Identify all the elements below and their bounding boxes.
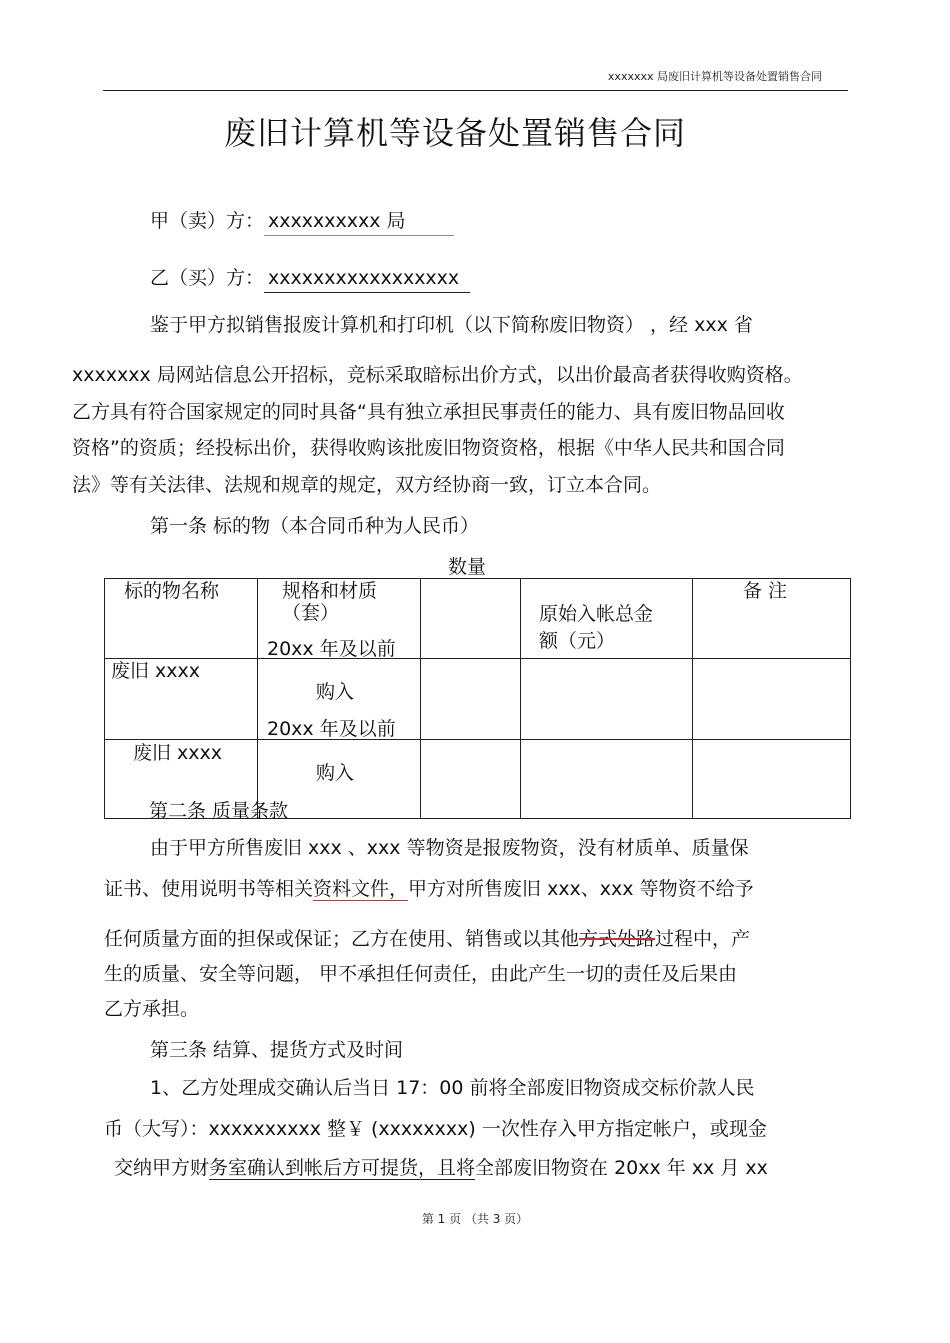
table-row: [105, 740, 851, 819]
preamble-line-2: xxxxxxx 局网站信息公开招标，竞标采取暗标出价方式，以出价最高者获得收购资格。: [72, 364, 803, 386]
table-cell: [421, 740, 521, 819]
table-cell: [693, 579, 851, 659]
table-cell: [521, 659, 693, 740]
buyer-label: 乙（买）方：: [150, 267, 265, 289]
article2-line-2-c: 甲方对所售废旧 xxx、xxx 等物资不给予: [408, 878, 754, 900]
article3-line-3: [114, 1154, 768, 1182]
table-cell: [105, 740, 289, 822]
article2-heading: 第二条 质量条款: [149, 800, 289, 822]
table-cell: [258, 579, 421, 659]
table-cell: [105, 579, 258, 659]
article2-line-2: [104, 875, 754, 903]
row1-purchase: 购入: [316, 681, 355, 703]
document-title: 废旧计算机等设备处置销售合同: [223, 114, 686, 152]
table-header-amount-line1: 原始入帐总金: [539, 603, 654, 625]
preamble-line-3: 乙方具有符合国家规定的同时具备“具有独立承担民事责任的能力、具有废旧物品回收: [72, 401, 785, 423]
running-header: xxxxxxx 局废旧计算机等设备处置销售合同: [607, 70, 822, 83]
article3-line-2: 币（大写）：xxxxxxxxxx 整￥ (xxxxxxxx) 一次性存入甲方指定帐户，或现金: [104, 1118, 767, 1140]
buyer-line: [150, 264, 470, 293]
seller-label: 甲（卖）方：: [150, 210, 265, 232]
preamble-line-1: 鉴于甲方拟销售报废计算机和打印机（以下简称废旧物资） ，经 xxx 省: [150, 314, 753, 336]
table-cell: [421, 579, 521, 659]
article1-heading: 第一条 标的物（本合同币种为人民币）: [150, 515, 480, 537]
table-cell: [521, 579, 693, 659]
table-header-name: 标的物名称: [124, 580, 220, 602]
article3-heading: 第三条 结算、提货方式及时间: [150, 1039, 404, 1061]
preamble-line-5: 法》等有关法律、法规和规章的规定，双方经协商一致，订立本合同。: [72, 474, 662, 496]
article2-line-3-a: 任何质量方面的担保或保证；乙方在使用、销售或以其他: [104, 928, 580, 950]
row2-purchase: 购入: [316, 762, 355, 784]
header-rule: [103, 90, 848, 91]
buyer-value: xxxxxxxxxxxxxxxxx: [264, 264, 470, 293]
row1-name: 废旧 xxxx: [111, 660, 201, 682]
article2-line-3-c: 过程中，产: [655, 928, 751, 950]
table-cell: [105, 659, 258, 740]
page-footer: 第 1 页 （共 3 页）: [421, 1212, 529, 1226]
seller-value: xxxxxxxxxx 局: [264, 207, 454, 236]
article3-line-3-b: 务室确认到帐后方可提货，且将: [209, 1157, 476, 1179]
table-cell: [693, 740, 851, 819]
article2-line-3-b: 方式处路: [579, 928, 656, 950]
article2-line-5: 乙方承担。: [104, 998, 200, 1020]
table-header-spec-line1: 规格和材质: [282, 580, 378, 602]
table-header-year: 20xx 年及以前: [267, 638, 396, 660]
article2-line-2-b: 资料文件，: [313, 878, 409, 900]
table-row: [105, 659, 851, 740]
article3-line-3-c: 全部废旧物资在 20xx 年 xx 月 xx: [475, 1157, 768, 1179]
goods-table: [104, 578, 851, 822]
article2-line-3: [104, 925, 750, 953]
seller-line: [150, 207, 454, 236]
article3-line-1: 1、乙方处理成交确认后当日 17：00 前将全部废旧物资成交标价款人民: [150, 1077, 755, 1099]
article2-line-2-a: 证书、使用说明书等相关: [104, 878, 314, 900]
article2-line-1: 由于甲方所售废旧 xxx 、xxx 等物资是报废物资，没有材质单、质量保: [150, 837, 749, 859]
table-header-remark: 备 注: [743, 580, 788, 602]
table-header-row: [105, 579, 851, 659]
article3-line-3-a: 交纳甲方财: [114, 1157, 210, 1179]
table-header-quantity: 数量: [448, 556, 487, 578]
row1-year: 20xx 年及以前: [267, 718, 396, 740]
article2-line-4: 生的质量、安全等问题， 甲不承担任何责任，由此产生一切的责任及后果由: [104, 963, 738, 985]
table-cell: [258, 659, 421, 740]
table-header-spec-line2: （套）: [282, 602, 340, 624]
preamble-line-4: 资格”的资质；经投标出价，获得收购该批废旧物资资格，根据《中华人民共和国合同: [72, 437, 785, 459]
row2-name: 废旧 xxxx: [133, 742, 223, 764]
table-cell: [693, 659, 851, 740]
table-header-amount-line2: 额（元）: [539, 630, 616, 652]
table-cell: [258, 740, 421, 819]
table-cell: [421, 659, 521, 740]
table-cell: [521, 740, 693, 819]
